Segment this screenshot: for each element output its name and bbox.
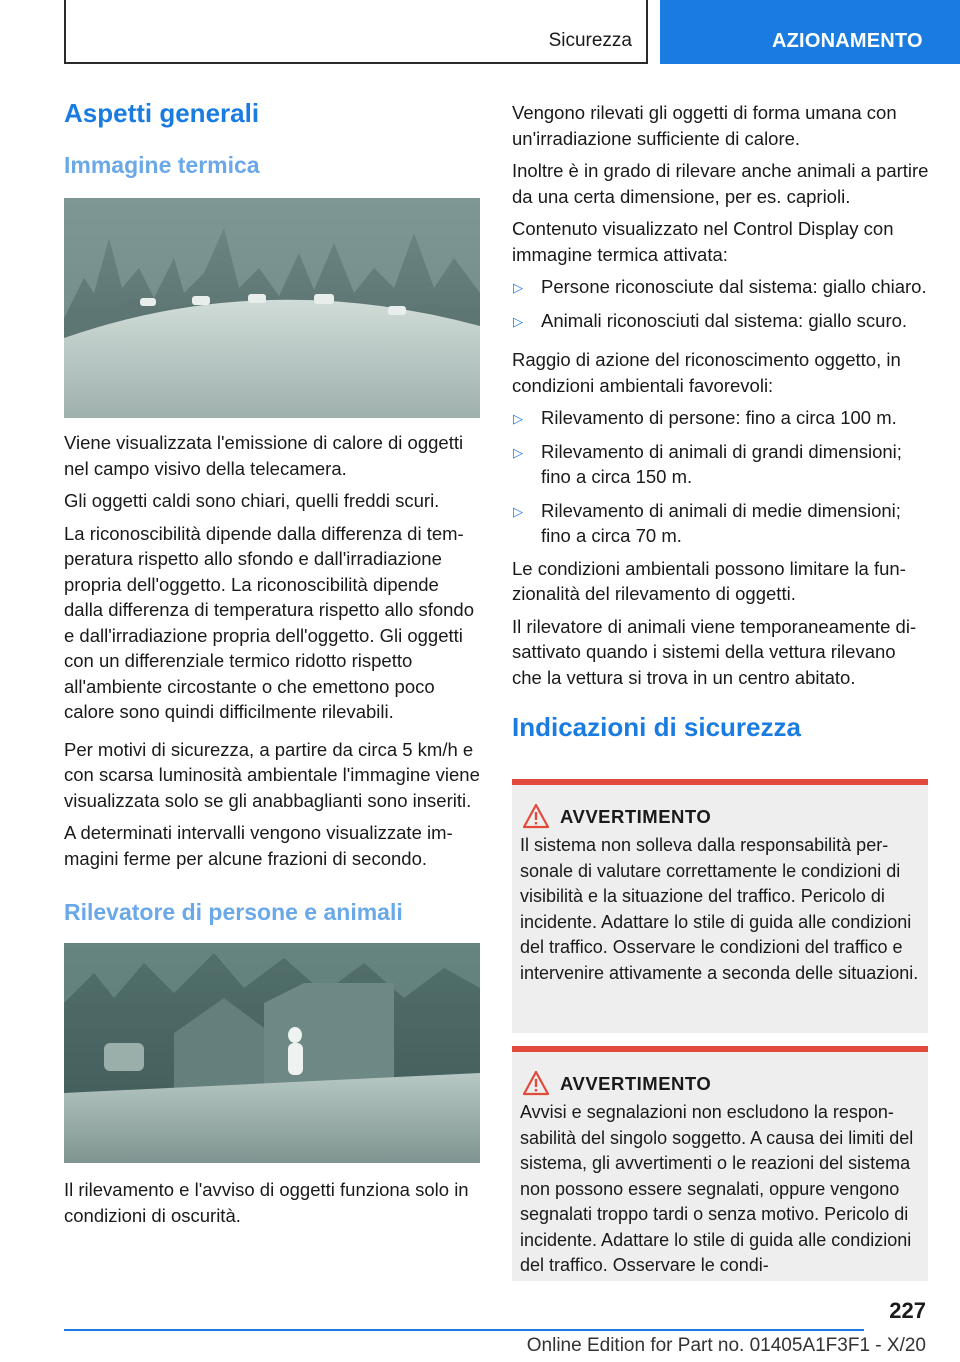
header-chapter-tab[interactable]: AZIONAMENTO (660, 0, 960, 64)
paragraph: La riconoscibilità dipende dalla differenza di temperatura rispetto allo sfondo e dall'irradiazione propria dell'oggetto. La riconoscibilità dipende dalla differenza di temperatura rispetto allo sfondo e dall'irradiazione propria dell'oggetto. Gli oggetti con un differenziale termico ridotto rispetto all'ambiente circostante o che emettono poco calore sono quindi difficilmente rilevabili. (64, 522, 474, 722)
warning-box-2 (512, 1046, 928, 1281)
warning-text: Avvisi e segnalazioni non escludono la responsabilità del singolo soggetto. A causa dei limiti del sistema, gli avvertimenti o le reazioni del sistema non possono essere segnalati, oppure vengono segnalati troppo tardi o senza motivo. Pericolo di incidente. Adattare lo stile di guida alle condizioni del traffico. Osservare le condi- (520, 1102, 914, 1275)
paragraph: A determinati intervalli vengono visualizzate immagini ferme per alcune frazioni di secondo. (64, 822, 453, 869)
paragraph: Gli oggetti caldi sono chiari, quelli freddi scuri. (64, 490, 440, 511)
list-item: ▷ Animali riconosciuti dal sistema: giallo scuro. (512, 308, 930, 334)
triangle-right-icon: ▷ (513, 280, 523, 295)
list-detection-range (512, 405, 930, 549)
list-display-content (512, 274, 930, 333)
footer-divider (64, 1329, 864, 1331)
heading-thermal-image: Immagine termica (64, 152, 260, 178)
thermal-image-animals (64, 198, 480, 418)
list-item: ▷ Persone riconosciute dal sistema: giallo chiaro. (512, 274, 930, 300)
paragraph: Il rilevatore di animali viene temporaneamente disattivato quando i sistemi della vettura rilevano che la vettura si trova in un centro abitato. (512, 615, 917, 688)
heading-general: Aspetti generali (64, 98, 260, 128)
heading-safety-notes: Indicazioni di sicurezza (512, 712, 801, 742)
warning-triangle-icon (522, 803, 550, 829)
triangle-right-icon: ▷ (513, 503, 523, 519)
paragraph: Inoltre è in grado di rilevare anche animali a partire da una certa dimensione, per es. caprioli. (512, 160, 929, 207)
list-item: ▷ Rilevamento di animali di medie dimensioni; fino a circa 70 m. (513, 499, 901, 546)
paragraph: Raggio di azione del riconoscimento oggetto, in condizioni ambientali favorevoli: (512, 349, 901, 396)
triangle-right-icon: ▷ (513, 313, 523, 329)
heading-person-animal-detector: Rilevatore di persone e animali (64, 899, 403, 925)
paragraph: Le condizioni ambientali possono limitare la funzionalità del rilevamento di oggetti. (512, 557, 906, 604)
header-section-title: Sicurezza (548, 30, 632, 51)
paragraph: Per motivi di sicurezza, a partire da circa 5 km/h e con scarsa luminosità ambientale l'immagine viene visualizzata solo se gli anabbaglianti sono inseriti. (64, 738, 480, 811)
paragraph: Viene visualizzata l'emissione di calore di oggetti nel campo visivo della telecamera. (64, 432, 464, 479)
left-column (64, 96, 482, 1228)
paragraph: Il rilevamento e l'avviso di oggetti funziona solo in condizioni di oscurità. (64, 1179, 469, 1226)
warning-triangle-icon (522, 1070, 550, 1096)
warning-title: AVVERTIMENTO (520, 1072, 920, 1096)
warning-box-1 (512, 779, 928, 1033)
list-item: ▷ Rilevamento di animali di grandi dimensioni; fino a circa 150 m. (513, 440, 902, 487)
paragraph: Vengono rilevati gli oggetti di forma umana con un'irradiazione sufficiente di calore. (512, 102, 897, 149)
footer-edition[interactable]: Online Edition for Part no. 01405A1F3F1 - X/20 (526, 1335, 926, 1356)
right-column (512, 100, 930, 744)
list-item: ▷ Rilevamento di persone: fino a circa 100 m. (512, 405, 930, 431)
warning-title: AVVERTIMENTO (520, 805, 920, 829)
paragraph: Contenuto visualizzato nel Control Display con immagine termica attivata: (512, 218, 894, 265)
header-left-box (64, 0, 648, 64)
triangle-right-icon: ▷ (513, 411, 523, 426)
page-number: 227 (889, 1298, 926, 1323)
thermal-image-pedestrian (64, 943, 480, 1163)
warning-text: Il sistema non solleva dalla responsabilità personale di valutare correttamente le condizioni di visibilità e la situazione del traffico. Pericolo di incidente. Adattare lo stile di guida alle condizioni del traffico. Osservare le condizioni del traffico e intervenire attivamente a seconda delle situazioni. (520, 835, 919, 983)
triangle-right-icon: ▷ (513, 444, 523, 460)
